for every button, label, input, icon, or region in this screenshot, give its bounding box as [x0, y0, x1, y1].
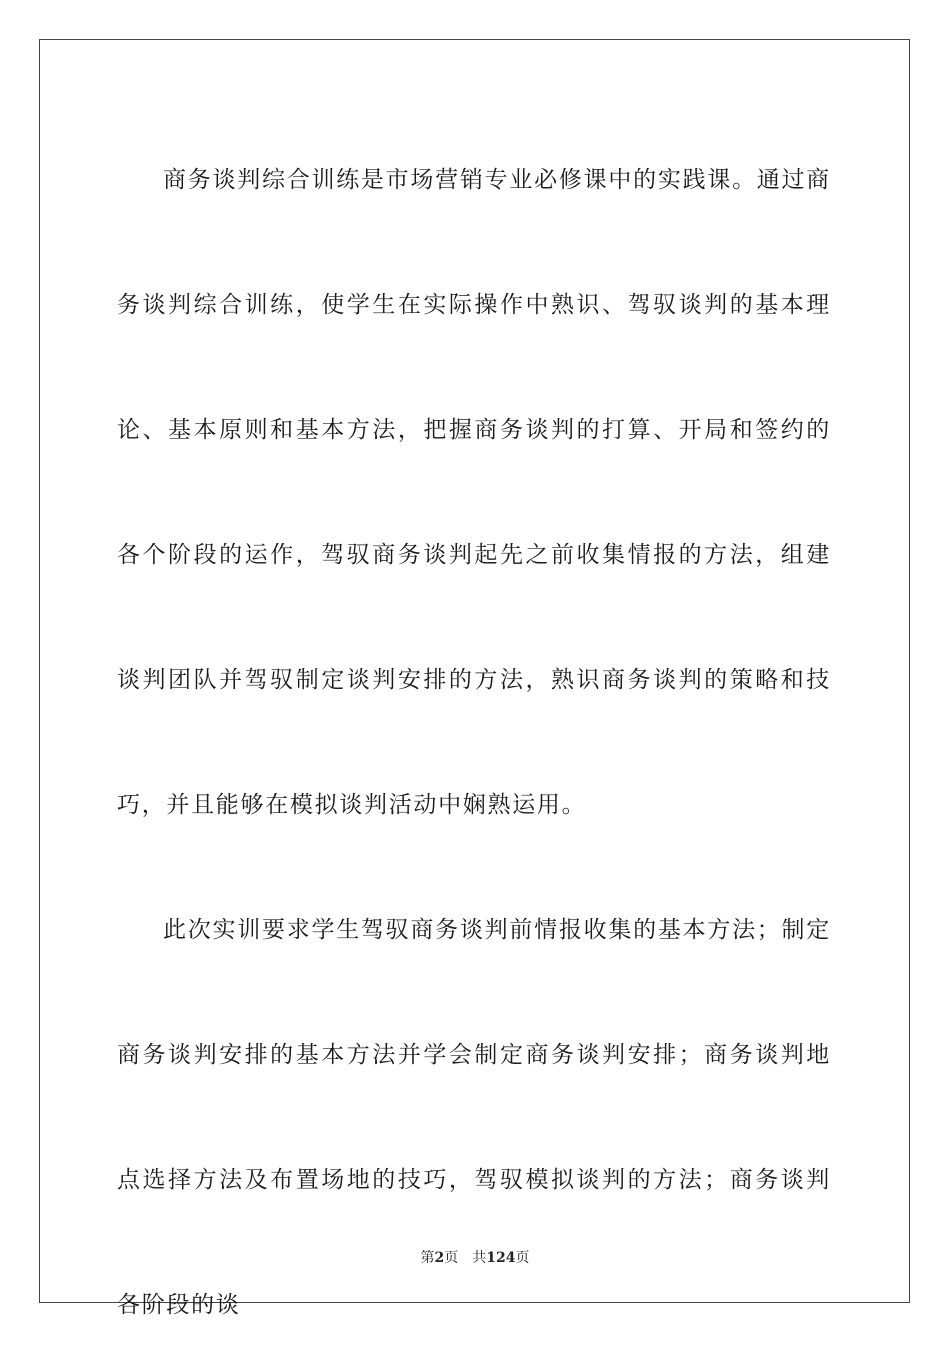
total-pages: 124: [486, 1250, 516, 1266]
page-number: 2: [434, 1250, 445, 1266]
total-suffix: 页: [515, 1250, 530, 1266]
paragraph: 商务谈判综合训练是市场营销专业必修课中的实践课。通过商务谈判综合训练，使学生在实际操作中熟识、驾驭谈判的基本理论、基本原则和基本方法，把握商务谈判的打算、开局和签约的各个阶段的运作，驾驭商务谈判起先之前收集情报的方法，组建谈判团队并驾驭制定谈判安排的方法，熟识商务谈判的策略和技巧，并且能够在模拟谈判活动中娴熟运用。: [117, 167, 831, 818]
document-body: [117, 118, 831, 1368]
page-suffix: 页: [444, 1250, 459, 1266]
page-footer: [0, 1247, 950, 1267]
page-prefix: 第: [420, 1250, 435, 1266]
paragraph: 此次实训要求学生驾驭商务谈判前情报收集的基本方法；制定商务谈判安排的基本方法并学会制定商务谈判安排；商务谈判地点选择方法及布置场地的技巧，驾驭模拟谈判的方法；商务谈判各阶段的谈: [117, 917, 831, 1318]
total-prefix: 共: [472, 1250, 487, 1266]
